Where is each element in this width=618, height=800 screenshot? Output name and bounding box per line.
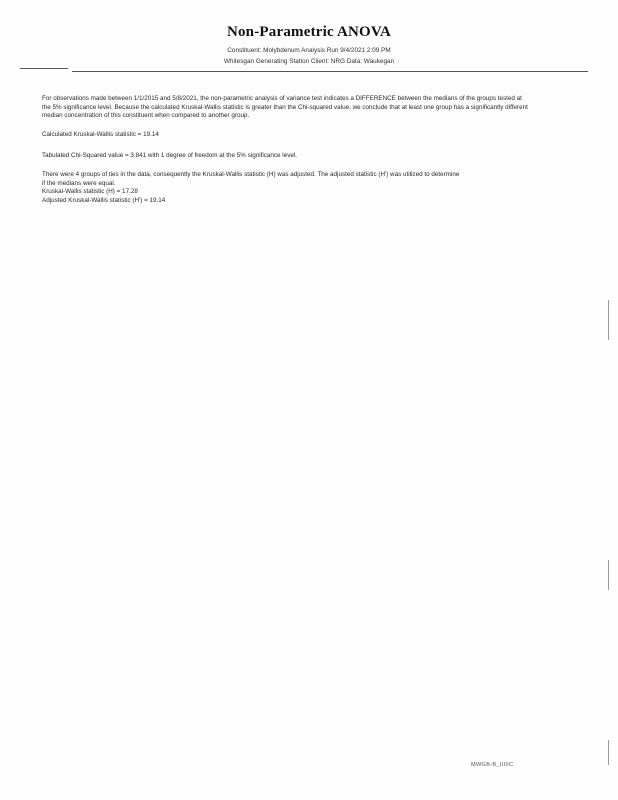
header-rule [72, 71, 588, 72]
header-analysis-info: Constituent: Molybdenum Analysis Run 9/4/2021 2:09 PM [227, 47, 391, 54]
document-code: MWGB-B_IIIIIC [471, 762, 514, 768]
header-site-info: Whitesgan Generating Station Client: NRG Data: Waukegan [223, 58, 395, 65]
page-title: Non-Parametric ANOVA [226, 24, 392, 40]
scan-edge-mark [608, 740, 609, 765]
header-rule-short [20, 68, 68, 69]
scan-edge-mark [608, 300, 609, 340]
calculated-statistic: Calculated Kruskal-Wallis statistic = 19.14 [42, 131, 159, 138]
scan-edge-mark [608, 560, 609, 590]
ties-note-continuation: if the medians were equal. [42, 179, 116, 187]
conclusion-paragraph: For observations made between 1/1/2015 and 5/8/2021, the non-parametric analysis of variance test indicates a DIFFERENCE between the medians of the groups tested at the 5% significance level. Because the calculated Kruskal-Wallis statistic is greater than the Chi-squared value, we conclude that at least one group has a significantly different median concentration of this constituent when compared to another group. [42, 95, 528, 119]
ties-adjustment-block [42, 171, 532, 205]
tabulated-chi-squared: Tabulated Chi-Squared value = 3.841 with 1 degree of freedom at the 5% significance level. [42, 152, 298, 159]
ties-note-line: There were 4 groups of ties in the data, consequently the Kruskal-Wallis statistic (H) was adjusted. The adjusted statistic (H') was utilized to determine [42, 171, 460, 178]
kruskal-wallis-statistic: Kruskal-Wallis statistic (H) = 17.28 [42, 188, 138, 195]
adjusted-kruskal-wallis-statistic: Adjusted Kruskal-Wallis statistic (H') = 19.14 [42, 196, 166, 204]
